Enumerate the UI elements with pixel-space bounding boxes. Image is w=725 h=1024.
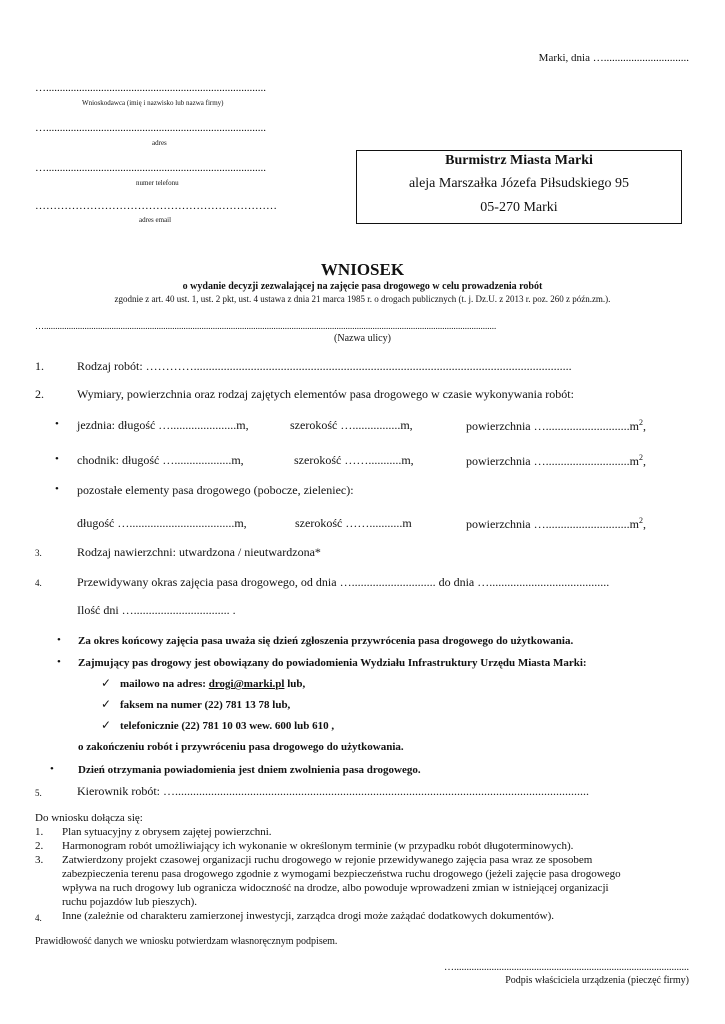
address-line: …................................................................................ <box>35 122 266 134</box>
attachments-heading: Do wniosku dołącza się: <box>35 812 143 824</box>
notify-phone: telefonicznie (22) 781 10 03 wew. 600 lub 610 , <box>120 720 335 732</box>
item-1-number: 1. <box>35 359 44 373</box>
recipient-title: Burmistrz Miasta Marki <box>445 153 593 168</box>
place-date: Marki, dnia …............................... <box>538 52 689 64</box>
item-1-text: Rodzaj robót: ………….............................................................................................................................. <box>77 359 572 373</box>
bullet-icon: • <box>57 634 61 646</box>
attachment-3-line-4: ruchu pojazdów lub pieszych). <box>62 896 198 908</box>
form-title: WNIOSEK <box>320 260 405 279</box>
confirmation-text: Prawidłowość danych we wniosku potwierdzam własnoręcznym podpisem. <box>35 936 338 947</box>
other-width: szerokość ……...........m <box>295 516 412 530</box>
attachment-3-line-1: Zatwierdzony projekt czasowej organizacji ruchu drogowego w rejonie przewidywanego zajęcia pasa wraz ze sposobem <box>62 854 593 866</box>
notify-email: mailowo na adres: drogi@marki.pl lub, <box>120 678 306 690</box>
legal-basis: zgodnie z art. 40 ust. 1, ust. 2 pkt, ust. 4 ustawa z dnia 21 marca 1985 r. o drogach publicznych (t. j. Dz.U. z 2013 r. poz. 260 z późn.zm.). <box>114 294 611 304</box>
item-2-text: Wymiary, powierzchnia oraz rodzaj zajętych elementów pasa drogowego w czasie wykonywania robót: <box>77 387 574 401</box>
signature-label: Podpis właściciela urządzenia (pieczęć firmy) <box>505 975 689 986</box>
attachment-4: Inne (zależnie od charakteru zamierzonej inwestycji, zarządca drogi może zażądać dodatkowych dokumentów). <box>62 910 555 922</box>
attachment-2: Harmonogram robót umożliwiający ich wykonanie w określonym terminie (w przypadku robót długoterminowych). <box>62 840 574 852</box>
street-line: …......................................................................................................................................................................................................... <box>35 321 497 331</box>
recipient-box <box>356 150 682 224</box>
recipient-city: 05-270 Marki <box>480 200 558 215</box>
item-4-number: 4. <box>35 578 42 588</box>
attachment-3-line-3: wpływa na ruch drogowy lub ogranicza widoczność na drodze, albo powoduje wprowadzeni zmian w istniejącej organizacji <box>62 882 609 894</box>
item-4-days: Ilość dni …................................ . <box>77 603 236 617</box>
attachment-1-number: 1. <box>35 826 44 838</box>
note-notify: Zajmujący pas drogowy jest obowiązany do powiadomienia Wydziału Infrastruktury Urzędu Miasta Marki: <box>78 657 587 669</box>
chodnik-area: powierzchnia $\dots............................m^2$, <box>466 453 646 468</box>
other-elements-label: pozostałe elementy pasa drogowego (pobocze, zieleniec): <box>77 483 354 497</box>
bullet-icon: • <box>55 453 59 465</box>
bullet-icon: • <box>57 656 61 668</box>
applicant-label: Wnioskodawca (imię i nazwisko lub nazwa firmy) <box>82 99 224 107</box>
form-subtitle: o wydanie decyzji zezwalającej na zajęcie pasa drogowego w celu prowadzenia robót <box>182 281 543 292</box>
attachment-3-line-2: zabezpieczenia terenu pasa drogowego zgodnie z wymogami bezpieczeństwa ruchu drogowego (jeżeli zajęcie pasa drogowego <box>62 868 621 880</box>
note-notify-end: o zakończeniu robót i przywróceniu pasa drogowego do użytkowania. <box>78 741 404 753</box>
email-link[interactable]: drogi@marki.pl <box>208 678 285 690</box>
bullet-icon: • <box>55 418 59 430</box>
jezdnia-width: szerokość …................m, <box>290 418 413 432</box>
recipient-street: aleja Marszałka Józefa Piłsudskiego 95 <box>408 176 630 191</box>
item-2-number: 2. <box>35 387 44 401</box>
item-3-text: Rodzaj nawierzchni: utwardzona / nieutwardzona* <box>77 545 321 559</box>
bullet-icon: • <box>50 763 54 775</box>
attachment-3-number: 3. <box>35 854 44 866</box>
attachment-4-number: 4. <box>35 913 42 923</box>
address-label: adres <box>152 139 167 147</box>
bullet-icon: • <box>55 483 59 495</box>
phone-label: numer telefonu <box>136 179 179 187</box>
item-4-text: Przewidywany okras zajęcia pasa drogowego, od dnia …............................ do dnia …........................................ <box>77 575 610 589</box>
other-length: długość …...................................m, <box>77 516 247 530</box>
item-5-number: 5. <box>35 788 42 798</box>
email-line: ………………………………………………………… <box>35 200 277 212</box>
email-label: adres email <box>139 216 172 224</box>
chodnik-width: szerokość ……...........m, <box>294 453 414 467</box>
applicant-line: …................................................................................ <box>35 82 266 94</box>
signature-line: ….............................................................................................. <box>444 962 689 973</box>
chodnik-length: chodnik: długość …...................m, <box>77 453 244 467</box>
item-5-text: Kierownik robót: ….......................................................................................................................................... <box>77 784 589 798</box>
other-area: powierzchnia $\dots............................m^2$, <box>466 516 646 531</box>
check-icon: ✓ <box>101 718 112 732</box>
phone-line: …................................................................................ <box>35 162 266 174</box>
street-label: (Nazwa ulicy) <box>334 333 391 344</box>
note-end-period: Za okres końcowy zajęcia pasa uważa się dzień zgłoszenia przywrócenia pasa drogowego do użytkowania. <box>78 635 574 647</box>
note-release: Dzień otrzymania powiadomienia jest dniem zwolnienia pasa drogowego. <box>78 764 421 776</box>
attachment-2-number: 2. <box>35 840 44 852</box>
attachment-1: Plan sytuacyjny z obrysem zajętej powierzchni. <box>62 826 272 838</box>
item-3-number: 3. <box>35 548 42 558</box>
jezdnia-area: powierzchnia $\dots............................m^2$, <box>466 418 646 433</box>
notify-fax: faksem na numer (22) 781 13 78 lub, <box>120 699 291 711</box>
jezdnia-length: jezdnia: długość …......................m, <box>77 418 249 432</box>
check-icon: ✓ <box>101 697 112 711</box>
check-icon: ✓ <box>101 676 112 690</box>
